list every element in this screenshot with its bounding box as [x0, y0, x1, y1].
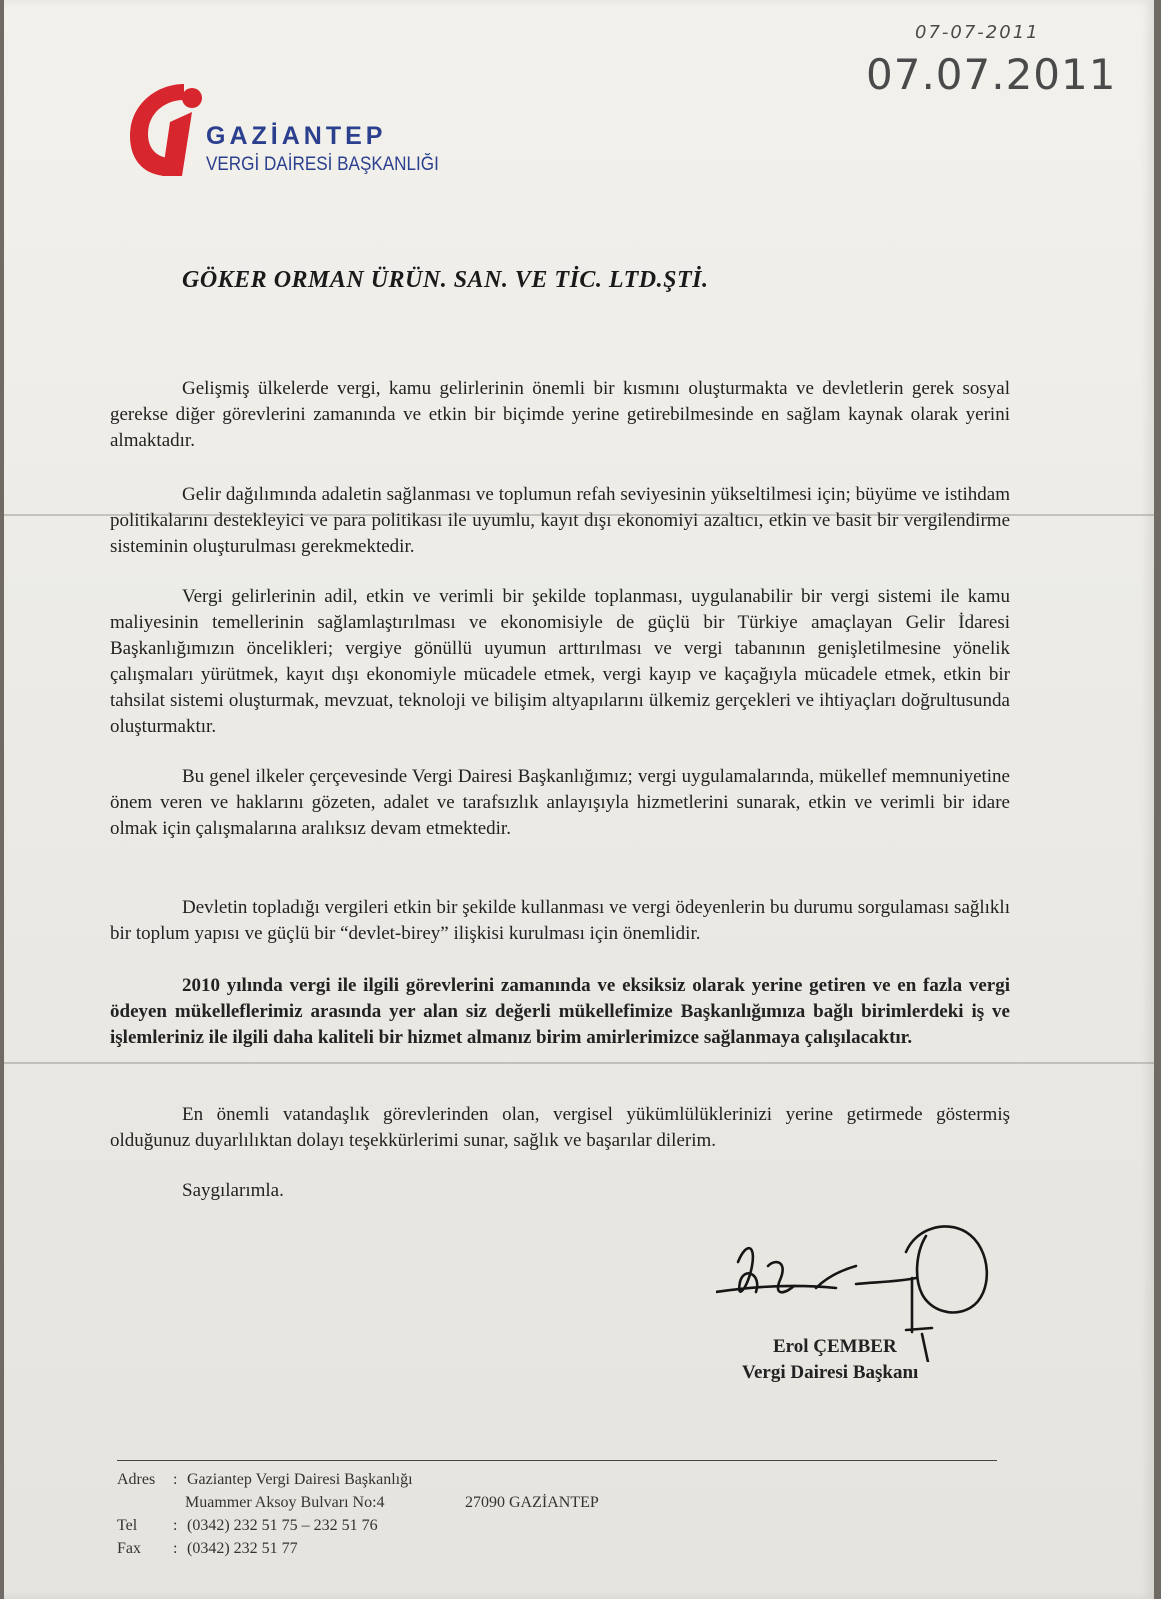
logo-title: GAZİANTEP — [206, 122, 387, 150]
body-paragraph: Devletin topladığı vergileri etkin bir şekilde kullanması ve vergi ödeyenlerin bu durumu sorgulaması sağlıklı bir toplum yapısı ve güçlü bir “devlet-birey” ilişkisi kurulması için önemlidir. — [110, 897, 1010, 944]
address-label: Adres — [117, 1471, 156, 1488]
logo — [122, 78, 442, 188]
recipient-company: GÖKER ORMAN ÜRÜN. SAN. VE TİC. LTD.ŞTİ. — [182, 267, 709, 293]
paper-fold — [4, 1062, 1154, 1064]
body-paragraph: Bu genel ilkeler çerçevesinde Vergi Dairesi Başkanlığımız; vergi uygulamalarında, mükellef memnuniyetine önem veren ve haklarını gözeten, adalet ve tarafsızlık anlayışıyla hizmetlerini sunarak, etkin ve verimli bir idare olmak için çalışmalarına aralıksız devam etmektedir. — [110, 766, 1010, 839]
tel-value: (0342) 232 51 75 – 232 51 76 — [187, 1517, 378, 1534]
fax-value: (0342) 232 51 77 — [187, 1540, 298, 1557]
body-paragraph: Gelişmiş ülkelerde vergi, kamu gelirlerinin önemli bir kısmını oluşturmakta ve devletlerin gerek sosyal gerekse diğer görevlerini zamanında ve etkin bir biçimde yerine getirebilmesinde en sağlam kaynak olarak yerini almaktadır. — [110, 378, 1010, 451]
tel-label: Tel — [117, 1517, 138, 1534]
body-paragraph-bold: 2010 yılında vergi ile ilgili görevlerini zamanında ve eksiksiz olarak yerine getiren ve en fazla vergi ödeyen mükelleflerimiz arasında yer alan siz değerli mükellefimize Başkanlığımıza bağlı birimlerdeki iş ve işlemleriniz ile ilgili daha kaliteli bir hizmet almanız birim amirlerimizce sağlanmaya çalışılacaktır. — [110, 975, 1010, 1048]
address-line1: Gaziantep Vergi Dairesi Başkanlığı — [187, 1471, 413, 1488]
fax-label: Fax — [117, 1540, 141, 1557]
handwritten-date-large: 07.07.2011 — [866, 50, 1117, 99]
signer-name: Erol ÇEMBER — [773, 1336, 897, 1357]
logo-subtitle: VERGİ DAİRESİ BAŞKANLIĞI — [206, 154, 439, 175]
body-paragraph: Gelir dağılımında adaletin sağlanması ve toplumun refah seviyesinin yükseltilmesi için; büyüme ve istihdam politikalarını destekleyici ve para politikası ile uyumlu, kayıt dışı ekonomiyi azaltıcı, etkin ve basit bir vergilendirme sisteminin oluşturulması gerekmektedir. — [110, 484, 1010, 557]
handwritten-date-small: 07-07-2011 — [915, 22, 1040, 43]
body-paragraph: Vergi gelirlerinin adil, etkin ve verimli bir şekilde toplanması, uygulanabilir bir vergi sistemi ile kamu maliyesinin temellerinin sağlamlaştırılması ve ekonomisiyle de güçlü bir Türkiye amaçlayan Gelir İdaresi Başkanlığımızın öncelikleri; vergiye gönüllü uyumun arttırılması ve vergi tabanının genişletilmesine yönelik çalışmaları yürütmek, kayıt dışı ekonomiyle mücadele etmek, vergi kayıp ve kaçağıyla mücadele etmek, etkin bir tahsilat sistemi oluşturmak, mevzuat, teknoloji ve bilişim altyapılarını ülkemiz gerçekleri ve ihtiyaçları doğrultusunda oluşturmaktır. — [110, 586, 1010, 737]
address-line2: Muammer Aksoy Bulvarı No:4 — [185, 1494, 385, 1511]
signer-title: Vergi Dairesi Başkanı — [742, 1362, 919, 1383]
footer-divider — [117, 1460, 997, 1461]
body-paragraph: En önemli vatandaşlık görevlerinden olan, vergisel yükümlülüklerinizi yerine getirmede göstermiş olduğunuz duyarlılıktan dolayı teşekkürlerimi sunar, sağlık ve başarılar dilerim. — [110, 1104, 1010, 1151]
gaziantep-gi-logo-icon — [122, 78, 212, 183]
closing-salutation: Saygılarımla. — [182, 1180, 284, 1201]
postal-city: 27090 GAZİANTEP — [465, 1494, 599, 1511]
